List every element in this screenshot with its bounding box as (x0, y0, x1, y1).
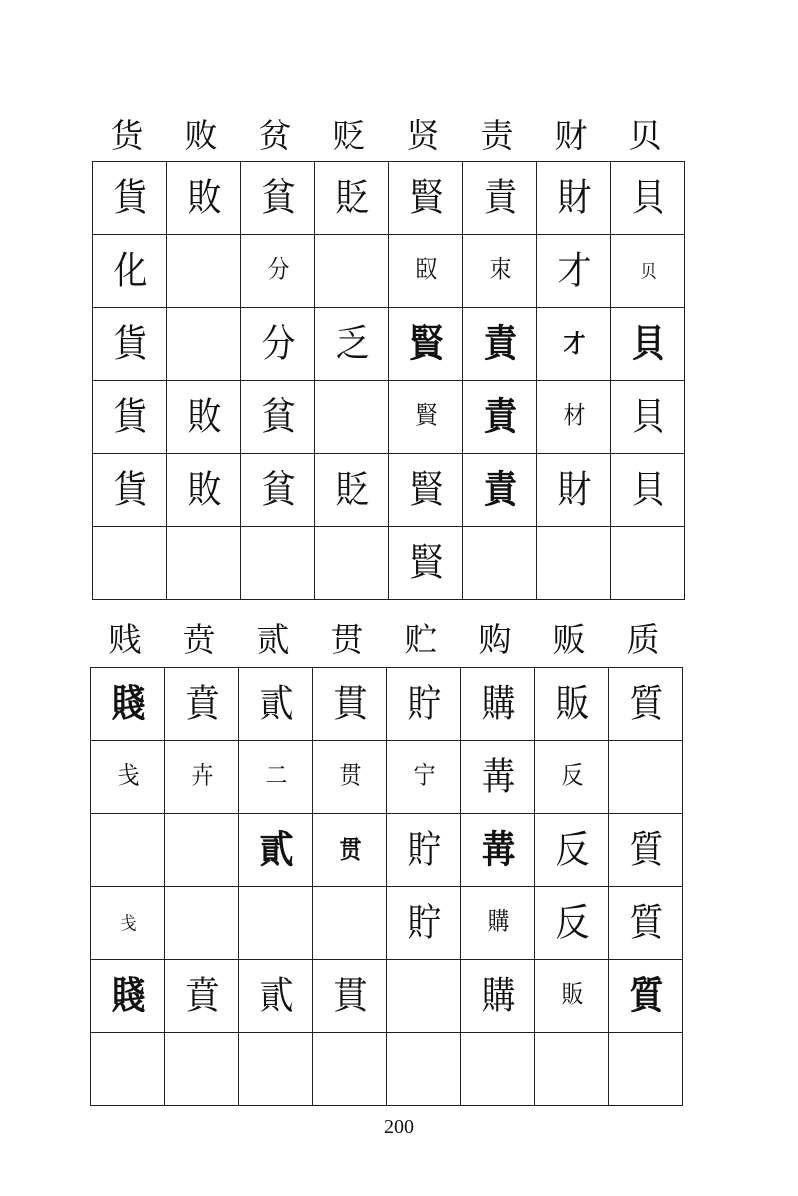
glyph-cell (93, 308, 167, 381)
seal-glyph: 冓 (481, 827, 514, 873)
table-row (93, 527, 685, 600)
glyph-cell (91, 668, 165, 741)
seal-glyph: 朿 (489, 256, 510, 285)
seal-glyph: 貧 (261, 175, 294, 221)
header-char: 财 (554, 116, 588, 155)
seal-glyph: 財 (557, 175, 590, 221)
page-number: 200 (384, 1116, 414, 1138)
seal-glyph: 貯 (407, 827, 440, 873)
glyph-cell (611, 308, 685, 381)
header-char: 贱 (108, 620, 142, 659)
seal-glyph: 質 (629, 827, 662, 873)
seal-glyph: 責 (483, 175, 516, 221)
glyph-cell (535, 1033, 609, 1106)
seal-glyph: 敗 (187, 175, 220, 221)
seal-glyph: 財 (557, 467, 590, 513)
table-row (93, 308, 685, 381)
glyph-cell (387, 814, 461, 887)
glyph-cell (93, 162, 167, 235)
seal-glyph: 貨 (113, 321, 146, 367)
seal-glyph: 貳 (259, 681, 292, 727)
seal-glyph: 貯 (407, 681, 440, 727)
glyph-cell (537, 381, 611, 454)
seal-glyph: 分 (261, 321, 294, 367)
glyph-cell (167, 308, 241, 381)
seal-glyph: 賢 (409, 467, 442, 513)
seal-glyph: 購 (481, 681, 514, 727)
glyph-cell (91, 887, 165, 960)
glyph-cell (463, 162, 537, 235)
glyph-cell (315, 381, 389, 454)
glyph-cell (167, 454, 241, 527)
glyph-cell (461, 960, 535, 1033)
seal-glyph: 賢 (409, 175, 442, 221)
seal-glyph: 貨 (113, 467, 146, 513)
glyph-cell (91, 1033, 165, 1106)
header-char: 贯 (330, 620, 364, 659)
glyph-cell (387, 960, 461, 1033)
glyph-cell (165, 960, 239, 1033)
header-char: 贲 (182, 620, 216, 659)
glyph-cell (387, 1033, 461, 1106)
glyph-cell (241, 527, 315, 600)
glyph-cell (463, 381, 537, 454)
table-1-header-row (90, 116, 684, 156)
glyph-cell (315, 308, 389, 381)
seal-glyph: 貫 (333, 973, 366, 1019)
table-row (91, 887, 683, 960)
glyph-cell (315, 527, 389, 600)
header-char: 贫 (258, 116, 292, 155)
glyph-cell (239, 887, 313, 960)
glyph-cell (165, 814, 239, 887)
glyph-cell (535, 741, 609, 814)
glyph-cell (461, 1033, 535, 1106)
glyph-cell (463, 454, 537, 527)
table-1-grid (92, 161, 685, 600)
seal-glyph: 賤 (111, 973, 144, 1019)
glyph-cell (611, 454, 685, 527)
seal-glyph: 貨 (113, 394, 146, 440)
glyph-cell (239, 668, 313, 741)
seal-glyph: 才 (563, 329, 584, 359)
seal-glyph: 貧 (261, 467, 294, 513)
header-char: 贮 (404, 620, 438, 659)
seal-glyph: 質 (629, 973, 662, 1019)
seal-glyph: 二 (265, 762, 286, 791)
seal-glyph: 分 (267, 256, 288, 285)
seal-glyph: 才 (557, 248, 590, 294)
glyph-cell (461, 741, 535, 814)
glyph-cell (313, 1033, 387, 1106)
glyph-cell (609, 960, 683, 1033)
glyph-cell (239, 1033, 313, 1106)
glyph-cell (313, 814, 387, 887)
seal-glyph: 卉 (191, 762, 212, 791)
glyph-cell (609, 887, 683, 960)
table-row (91, 1033, 683, 1106)
glyph-cell (239, 814, 313, 887)
seal-glyph: 責 (483, 321, 516, 367)
glyph-cell (241, 454, 315, 527)
seal-glyph: 貝 (631, 394, 664, 440)
glyph-cell (241, 381, 315, 454)
glyph-cell (461, 668, 535, 741)
seal-glyph: 贯 (339, 762, 360, 791)
seal-glyph: 貳 (259, 973, 292, 1019)
seal-glyph: 賤 (111, 681, 144, 727)
seal-glyph: 責 (483, 467, 516, 513)
seal-glyph: 贯 (339, 835, 360, 865)
glyph-cell (537, 235, 611, 308)
seal-glyph: 貶 (335, 175, 368, 221)
glyph-cell (165, 1033, 239, 1106)
glyph-cell (167, 162, 241, 235)
glyph-cell (93, 454, 167, 527)
seal-glyph: 購 (481, 973, 514, 1019)
glyph-cell (609, 814, 683, 887)
glyph-cell (93, 527, 167, 600)
seal-glyph: 敗 (187, 467, 220, 513)
glyph-cell (389, 381, 463, 454)
seal-glyph: 賁 (185, 973, 218, 1019)
seal-glyph: 化 (113, 248, 146, 294)
header-char: 贤 (406, 116, 440, 155)
seal-glyph: 貝 (631, 321, 664, 367)
header-char: 贬 (332, 116, 366, 155)
header-char: 败 (184, 116, 218, 155)
seal-glyph: 賢 (409, 540, 442, 586)
glyph-cell (91, 741, 165, 814)
glyph-cell (611, 235, 685, 308)
table-row (91, 960, 683, 1033)
glyph-cell (313, 741, 387, 814)
glyph-cell (313, 887, 387, 960)
glyph-cell (241, 162, 315, 235)
seal-glyph: 賢 (415, 402, 436, 431)
seal-glyph: 購 (487, 908, 508, 937)
table-2-header-row (88, 620, 682, 660)
glyph-cell (239, 960, 313, 1033)
seal-glyph: 質 (629, 681, 662, 727)
glyph-cell (167, 527, 241, 600)
glyph-cell (611, 527, 685, 600)
header-char: 贝 (628, 116, 662, 155)
seal-glyph: 貳 (259, 827, 292, 873)
glyph-cell (461, 887, 535, 960)
table-row (93, 454, 685, 527)
glyph-cell (165, 741, 239, 814)
glyph-cell (165, 887, 239, 960)
glyph-cell (313, 668, 387, 741)
glyph-cell (609, 741, 683, 814)
seal-glyph: 貯 (407, 900, 440, 946)
glyph-cell (241, 235, 315, 308)
glyph-cell (239, 741, 313, 814)
seal-glyph: 材 (563, 402, 584, 431)
seal-glyph: 貧 (261, 394, 294, 440)
glyph-cell (313, 960, 387, 1033)
table-row (91, 814, 683, 887)
glyph-cell (389, 235, 463, 308)
seal-glyph: 宁 (413, 762, 434, 791)
glyph-cell (535, 887, 609, 960)
seal-glyph: 反 (555, 900, 588, 946)
glyph-cell (609, 1033, 683, 1106)
seal-glyph: 敗 (187, 394, 220, 440)
glyph-cell (91, 814, 165, 887)
glyph-cell (537, 454, 611, 527)
glyph-cell (387, 668, 461, 741)
glyph-cell (609, 668, 683, 741)
glyph-cell (463, 527, 537, 600)
seal-glyph: 戋 (120, 912, 135, 934)
glyph-cell (611, 162, 685, 235)
glyph-cell (461, 814, 535, 887)
glyph-cell (389, 308, 463, 381)
table-row (91, 668, 683, 741)
glyph-cell (389, 454, 463, 527)
table-row (93, 381, 685, 454)
glyph-cell (167, 235, 241, 308)
glyph-cell (463, 235, 537, 308)
glyph-cell (537, 162, 611, 235)
glyph-cell (167, 381, 241, 454)
glyph-cell (165, 668, 239, 741)
header-char: 质 (626, 620, 660, 659)
seal-glyph: 貨 (113, 175, 146, 221)
glyph-cell (535, 668, 609, 741)
header-char: 货 (110, 116, 144, 155)
glyph-cell (241, 308, 315, 381)
header-char: 责 (480, 116, 514, 155)
header-char: 贩 (552, 620, 586, 659)
seal-glyph: 販 (555, 681, 588, 727)
header-char: 购 (478, 620, 512, 659)
glyph-cell (93, 235, 167, 308)
seal-glyph: 貶 (335, 467, 368, 513)
glyph-cell (387, 887, 461, 960)
table-row (93, 162, 685, 235)
glyph-cell (93, 381, 167, 454)
seal-glyph: 冓 (481, 754, 514, 800)
seal-glyph: 貝 (631, 467, 664, 513)
glyph-cell (91, 960, 165, 1033)
glyph-cell (315, 235, 389, 308)
seal-glyph: 貫 (333, 681, 366, 727)
glyph-cell (463, 308, 537, 381)
seal-glyph: 乏 (335, 321, 368, 367)
table-row (93, 235, 685, 308)
seal-glyph: 販 (561, 981, 582, 1010)
seal-glyph: 戋 (117, 762, 138, 791)
glyph-cell (387, 741, 461, 814)
glyph-cell (315, 162, 389, 235)
seal-glyph: 反 (561, 762, 582, 791)
seal-glyph: 賁 (185, 681, 218, 727)
glyph-cell (535, 814, 609, 887)
seal-glyph: 質 (629, 900, 662, 946)
header-char: 贰 (256, 620, 290, 659)
glyph-cell (537, 308, 611, 381)
seal-glyph: 賢 (409, 321, 442, 367)
glyph-cell (315, 454, 389, 527)
table-2-grid (90, 667, 683, 1106)
seal-glyph: 贝 (640, 260, 655, 282)
glyph-cell (537, 527, 611, 600)
glyph-cell (389, 527, 463, 600)
seal-glyph: 貝 (631, 175, 664, 221)
glyph-cell (389, 162, 463, 235)
glyph-cell (611, 381, 685, 454)
seal-glyph: 責 (483, 394, 516, 440)
glyph-cell (535, 960, 609, 1033)
seal-glyph: 反 (555, 827, 588, 873)
table-row (91, 741, 683, 814)
seal-glyph: 臤 (415, 256, 436, 285)
